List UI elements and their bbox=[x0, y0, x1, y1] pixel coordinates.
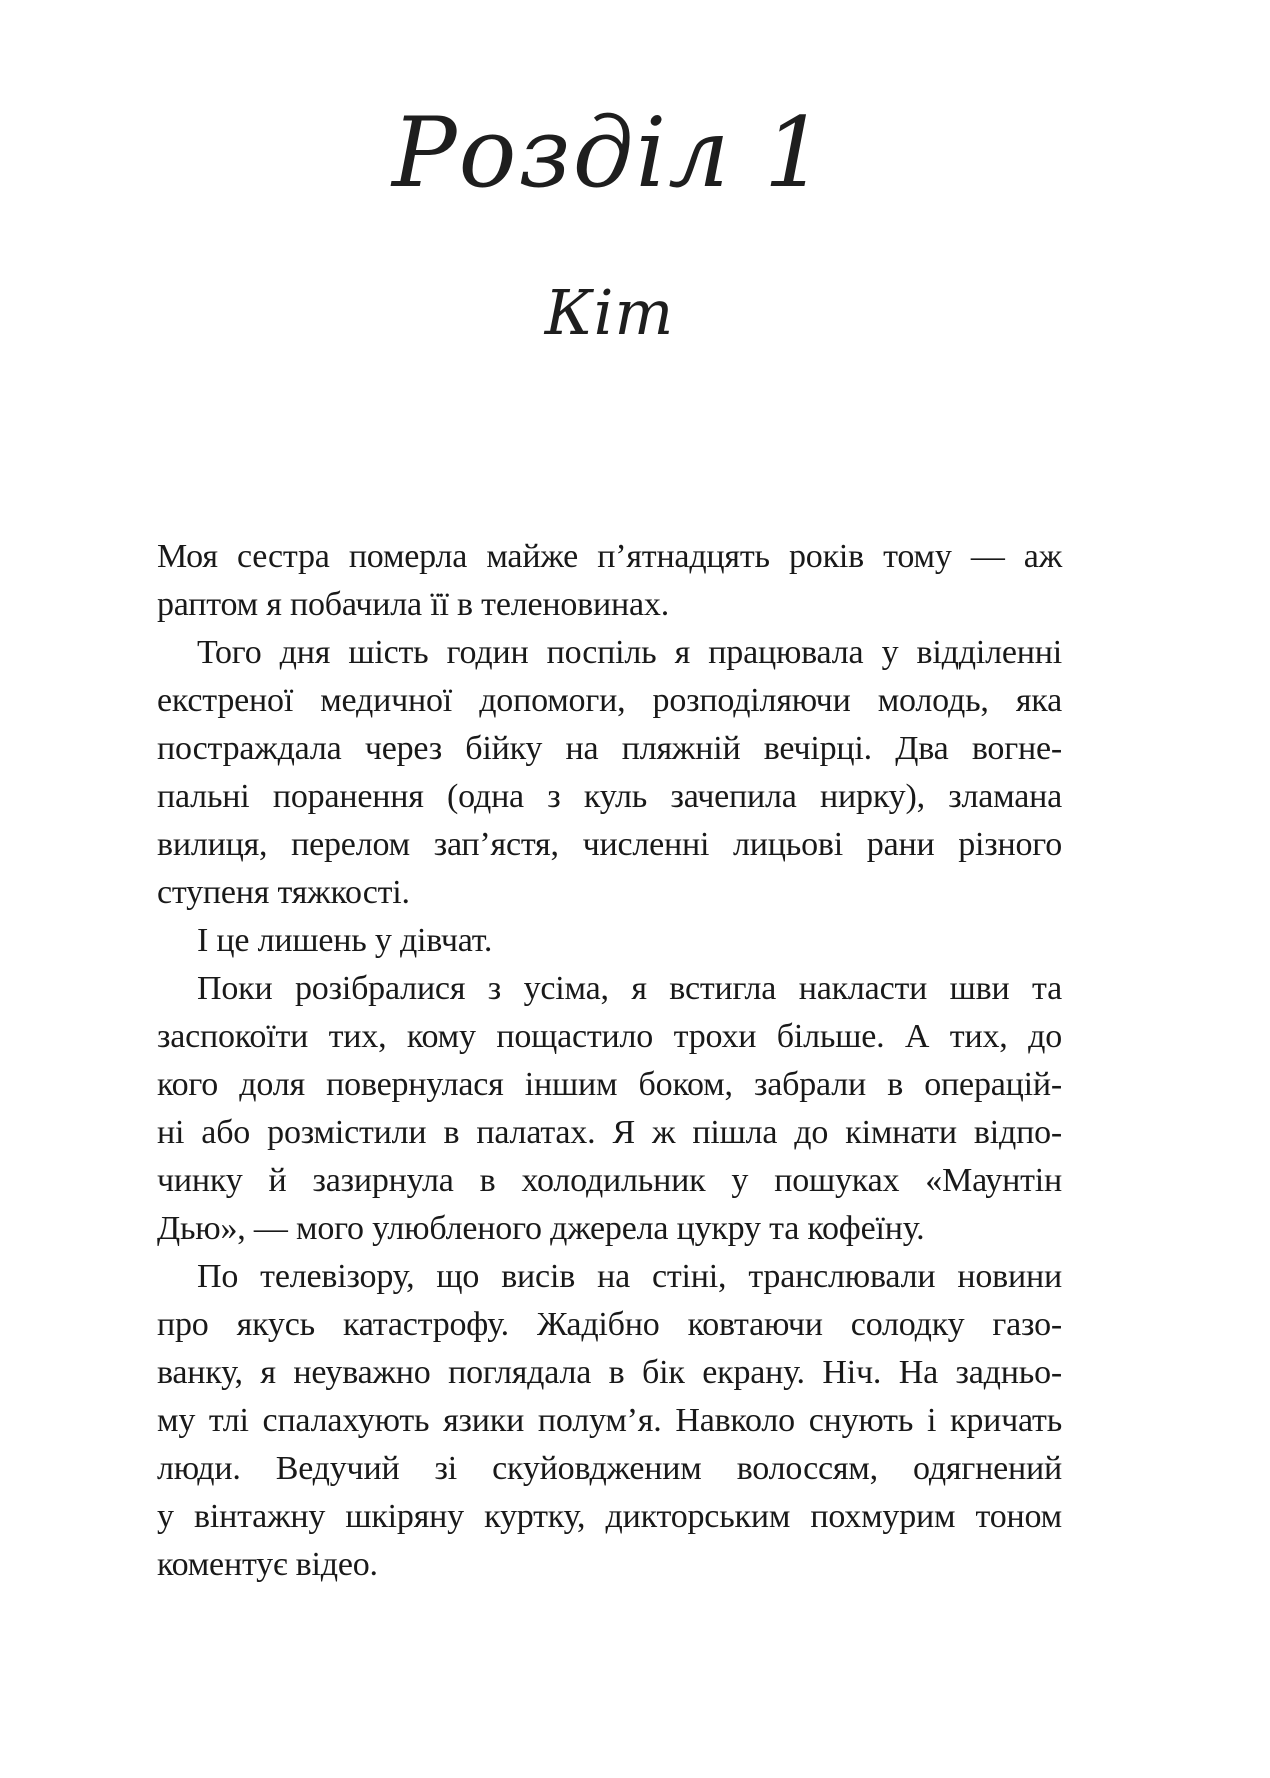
text-line: кого доля повернулася іншим боком, забрали в операцій- bbox=[157, 1066, 1062, 1103]
text-line: люди. Ведучий зі скуйовдженим волоссям, одягнений bbox=[157, 1450, 1062, 1487]
text-line: у вінтажну шкіряну куртку, дикторським похмурим тоном bbox=[157, 1498, 1062, 1535]
text-line: коментує відео. bbox=[157, 1546, 378, 1583]
text-line: По телевізору, що висів на стіні, транслювали новини bbox=[197, 1258, 1062, 1295]
text-line: вилиця, перелом зап’ястя, численні лицьові рани різного bbox=[157, 826, 1062, 863]
text-line: про якусь катастрофу. Жадібно ковтаючи солодку газо- bbox=[157, 1306, 1062, 1343]
text-line: постраждала через бійку на пляжній вечірці. Два вогне- bbox=[157, 730, 1062, 767]
text-line: ступеня тяжкості. bbox=[157, 874, 410, 911]
text-line: Поки розібралися з усіма, я встигла накласти шви та bbox=[197, 970, 1062, 1007]
chapter-number-heading: Розділ 1 bbox=[391, 97, 827, 209]
text-line: Того дня шість годин поспіль я працювала у відділенні bbox=[197, 634, 1062, 671]
body-text bbox=[157, 533, 1062, 1589]
text-line: Моя сестра померла майже п’ятнадцять років тому — аж bbox=[157, 538, 1062, 575]
text-line: му тлі спалахують язики полум’я. Навколо снують і кричать bbox=[157, 1402, 1062, 1439]
text-line: ванку, я неуважно поглядала в бік екрану. Ніч. На задньо- bbox=[157, 1354, 1062, 1391]
text-line: екстреної медичної допомоги, розподіляючи молодь, яка bbox=[157, 682, 1062, 719]
text-line: заспокоїти тих, кому пощастило трохи більше. А тих, до bbox=[157, 1018, 1062, 1055]
text-line: Дью», — мого улюбленого джерела цукру та кофеїну. bbox=[157, 1210, 925, 1247]
text-line: ні або розмістили в палатах. Я ж пішла до кімнати відпо- bbox=[157, 1114, 1062, 1151]
text-line: І це лишень у дівчат. bbox=[197, 922, 493, 959]
text-line: чинку й зазирнула в холодильник у пошуках «Маунтін bbox=[157, 1162, 1062, 1199]
chapter-title: Кіт bbox=[544, 276, 675, 349]
text-line: раптом я побачила її в теленовинах. bbox=[157, 586, 670, 623]
text-line: пальні поранення (одна з куль зачепила нирку), зламана bbox=[157, 778, 1062, 815]
